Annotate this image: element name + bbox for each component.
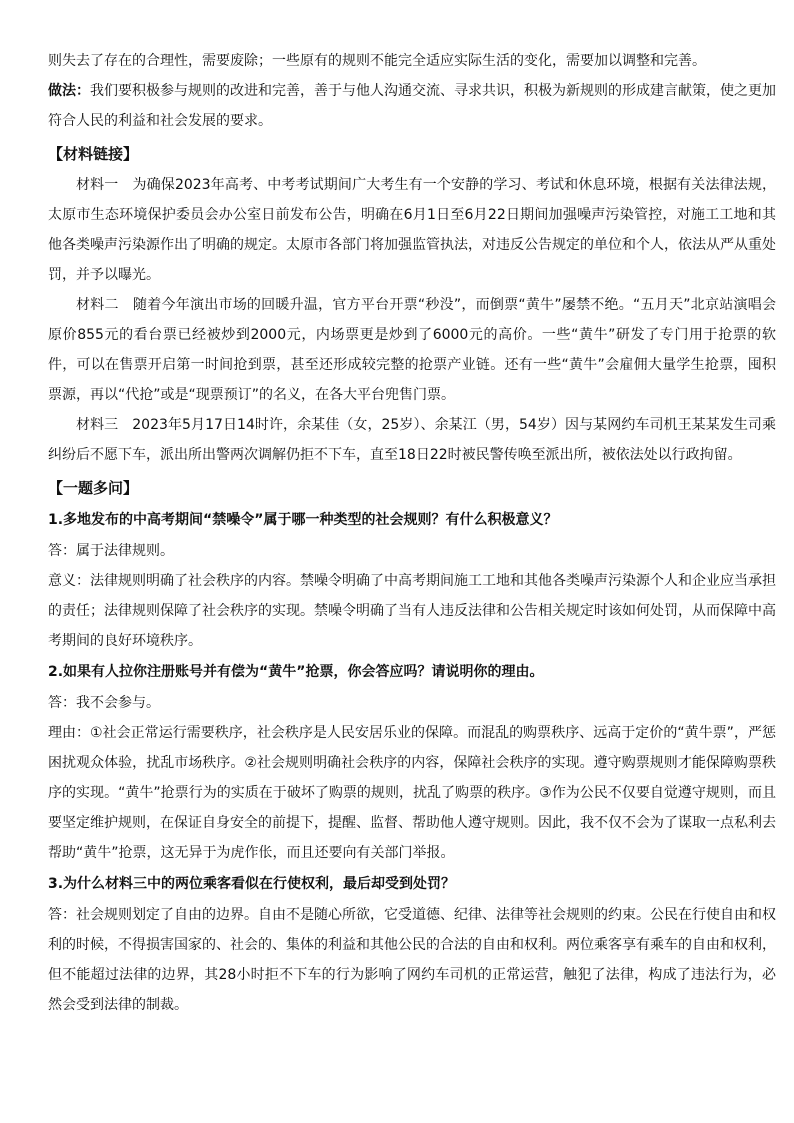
answer-2-line: 答：我不会参与。	[48, 695, 160, 711]
paragraph-continuation: 则失去了存在的合理性，需要废除；一些原有的规则不能完全适应实际生活的变化，需要加以调整和完善。	[48, 53, 706, 69]
method-text: 我们要积极参与规则的改进和完善，善于与他人沟通交流、寻求共识，积极为新规则的形成建言献策，使之更加符合人民的利益和社会发展的要求。	[48, 83, 776, 129]
paragraph-method	[48, 76, 776, 136]
question-1: 1.多地发布的中高考期间“禁噪令”属于哪一种类型的社会规则？有什么积极意义？	[48, 512, 558, 528]
material-two: 材料二 随着今年演出市场的回暖升温，官方平台开票“秒没”，而倒票“黄牛”屡禁不绝。“五月天”北京站演唱会原价855元的看台票已经被炒到2000元，内场票更是炒到了6000元的高价。一些“黄牛”研发了专门用于抢票的软件，可以在售票开启第一时间抢到票，甚至还形成较完整的抢票产业链。还有一些“黄牛”会雇佣大量学生抢票，囤积票源，再以“代抢”或是“现票预订”的名义，在各大平台兜售门票。	[48, 297, 776, 403]
answer-2-reason: 理由：①社会正常运行需要秩序，社会秩序是人民安居乐业的保障。而混乱的购票秩序、远高于定价的“黄牛票”，严惩困扰观众体验，扰乱市场秩序。②社会规则明确社会秩序的内容，保障社会秩序的实现。遵守购票规则才能保障购票秩序的实现。“黄牛”抢票行为的实质在于破坏了购票的规则，扰乱了购票的秩序。③作为公民不仅要自觉遵守规则，而且要坚定维护规则，在保证自身安全的前提下，提醒、监督、帮助他人遵守规则。因此，我不仅不会为了谋取一点私利去帮助“黄牛”抢票，这无异于为虎作伥，而且还要向有关部门举报。	[48, 725, 776, 861]
document-body	[48, 46, 776, 1020]
method-label: 做法：	[48, 83, 90, 99]
material-three: 材料三 2023年5月17日14时许，余某佳（女，25岁）、余某江（男，54岁）因与某网约车司机王某某发生司乘纠纷后不愿下车，派出所出警两次调解仍拒不下车，直至18日22时被民警传唤至派出所，被依法处以行政拘留。	[48, 417, 776, 463]
materials-heading: 【材料链接】	[48, 145, 139, 163]
material-one: 材料一 为确保2023年高考、中考考试期间广大考生有一个安静的学习、考试和休息环境，根据有关法律法规，太原市生态环境保护委员会办公室日前发布公告，明确在6月1日至6月22日期间加强噪声污染管控，对施工工地和其他各类噪声污染源作出了明确的规定。太原市各部门将加强监管执法，对违反公告规定的单位和个人，依法从严从重处罚，并予以曝光。	[48, 177, 776, 283]
question-3: 3.为什么材料三中的两位乘客看似在行使权利，最后却受到处罚？	[48, 876, 456, 892]
answer-1-line: 答：属于法律规则。	[48, 543, 174, 559]
questions-heading: 【一题多问】	[48, 479, 139, 497]
answer-3: 答：社会规则划定了自由的边界。自由不是随心所欲，它受道德、纪律、法律等社会规则的约束。公民在行使自由和权利的时候，不得损害国家的、社会的、集体的利益和其他公民的合法的自由和权利。两位乘客享有乘车的自由和权利，但不能超过法律的边界，其28小时拒不下车的行为影响了网约车司机的正常运营，触犯了法律，构成了违法行为，必然会受到法律的制裁。	[48, 907, 776, 1013]
question-2: 2.如果有人拉你注册账号并有偿为“黄牛”抢票，你会答应吗？请说明你的理由。	[48, 664, 544, 680]
answer-1-meaning: 意义：法律规则明确了社会秩序的内容。禁噪令明确了中高考期间施工工地和其他各类噪声污染源个人和企业应当承担的责任；法律规则保障了社会秩序的实现。禁噪令明确了当有人违反法律和公告相关规定时该如何处罚，从而保障中高考期间的良好环境秩序。	[48, 573, 776, 649]
